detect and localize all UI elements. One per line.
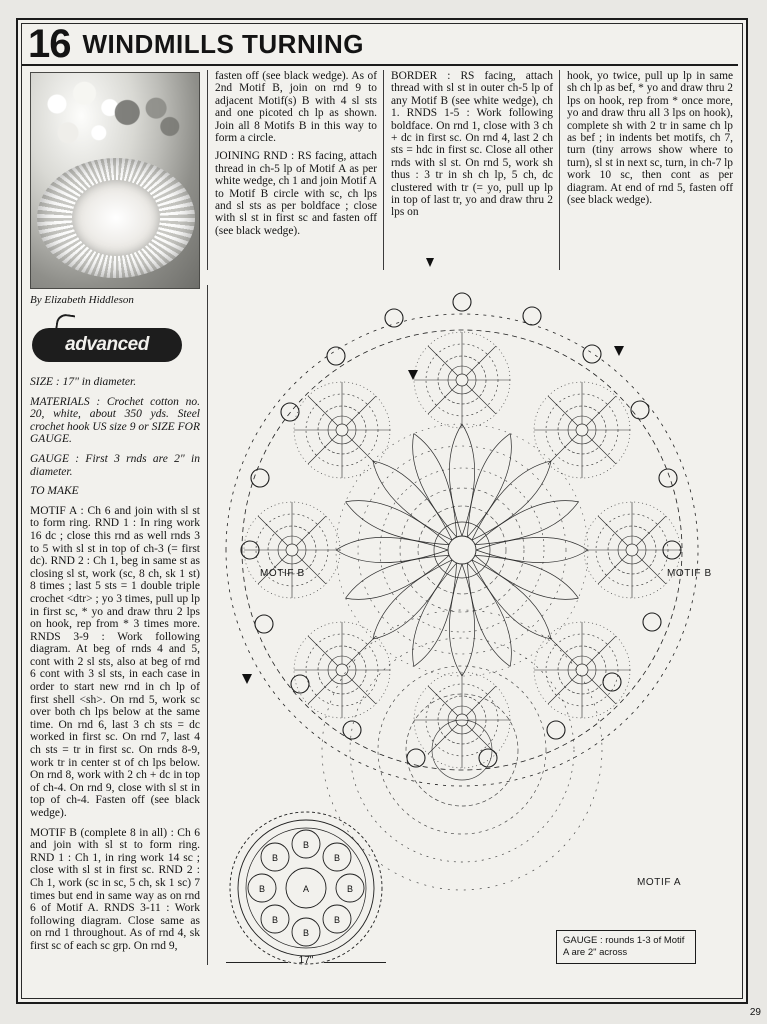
column-divider-2	[383, 70, 384, 270]
photo-shells	[109, 93, 185, 147]
gauge-info: GAUGE : First 3 rnds are 2" in diameter.	[30, 452, 200, 478]
svg-text:B: B	[333, 853, 341, 863]
column-divider-1	[207, 70, 208, 270]
layout-schematic-svg	[226, 808, 386, 968]
schematic-dimension: 17"	[226, 955, 386, 966]
to-make-heading: TO MAKE	[30, 485, 79, 498]
page-header	[20, 22, 740, 66]
page-title: WINDMILLS TURNING	[82, 28, 364, 59]
label-motif-b-left: MOTIF B	[260, 568, 305, 579]
svg-text:B: B	[271, 853, 279, 863]
svg-text:B: B	[302, 928, 310, 938]
joining-text-1: fasten off (see black wedge). As of 2nd Motif B, join on rnd 9 to adjacent Motif(s) B with 4 sl sts and one picoted ch lp as shown. Join all 8 Motifs B in this way to form a circle.	[215, 70, 377, 145]
joining-text-2: JOINING RND : RS facing, attach thread in ch-5 lp of Motif A as per white wedge, ch 1 and join Motif A to Motif B circle with sc, ch lps and sl sts as per boldface ; close with sl st in first sc and fasten off (see black wedge).	[215, 150, 377, 237]
project-photo	[30, 72, 200, 289]
materials-info: MATERIALS : Crochet cotton no. 20, white, about 350 yds. Steel crochet hook US size 9 or SIZE FOR GAUGE.	[30, 395, 200, 446]
label-motif-b-right: MOTIF B	[667, 568, 712, 579]
page-number: 16	[28, 22, 71, 66]
svg-text:B: B	[258, 884, 266, 894]
svg-text:B: B	[271, 915, 279, 925]
border-text-2: hook, yo twice, pull up lp in same sh ch lp as bef, * yo and draw thru 2 lps on hook, rep from * once more, yo and draw thru all 3 lps on hook), complete sh with 2 tr in same ch lp as bef ; in indents bet motifs, ch 7, turn (tiny arrows show where to turn), sl st in next sc, turn, in ch-7 lp work 10 sc, then cont as per diagram. At end of rnd 5, fasten off (see black wedge).	[567, 70, 733, 207]
svg-text:B: B	[333, 915, 341, 925]
column-divider-left	[207, 285, 208, 965]
difficulty-badge	[32, 314, 182, 366]
wedge-markers	[242, 258, 624, 684]
motif-b-instructions: MOTIF B (complete 8 in all) : Ch 6 and join with sl st to form ring. RND 1 : Ch 1, in ring work 14 sc ; close with sl st in first sc. RND 2 : Ch 1, work (sc in sc, 5 ch, sk 1 sc) 7 times but end in same way as on rnd 6 of Motif A. RNDS 3-11 : Work following diagram. Close same as on rnd 1 throughout. As of rnd 4, sk first sc of each sc grp. On rnd 9,	[30, 826, 200, 952]
badge-label: advanced	[65, 334, 149, 355]
column-3	[391, 70, 553, 225]
header-rule	[22, 64, 738, 66]
column-2	[215, 70, 377, 243]
gauge-note-box: GAUGE : rounds 1-3 of Motif A are 2" across	[556, 930, 696, 964]
left-column	[30, 72, 200, 960]
footer-page-number: 29	[749, 1007, 761, 1018]
svg-text:B: B	[302, 840, 310, 850]
label-motif-a: MOTIF A	[637, 877, 682, 888]
column-divider-3	[559, 70, 560, 270]
byline: By Elizabeth Hiddleson	[30, 294, 134, 306]
motif-b-ring	[244, 332, 680, 768]
layout-schematic	[226, 808, 386, 968]
column-4	[567, 70, 733, 212]
size-info: SIZE : 17" in diameter.	[30, 376, 137, 388]
photo-doily	[37, 158, 195, 278]
motif-a-instructions: MOTIF A : Ch 6 and join with sl st to form ring. RND 1 : In ring work 16 dc ; close this rnd as well rnds 3 to 5 with sl st in top of ch-3 (= first dc). RND 2 : Ch 1, beg in same st as closing sl st, work (sc, 8 ch, sk 1 st) 8 times ; last 5 sts = 1 double triple crochet <dtr> ; yo 3 times, pull up lp in first sc, * yo and draw thru 2 lps on hook, rep from * 3 times more. RNDS 3-9 : Work following diagram. At beg of rnds 4 and 5, cont with 2 sl sts, also at beg of rnd 6 cont with 3 sl sts, in each case in order to start new rnd in ch lp of first shell <sh>. On rnd 5, work sc over both ch lps below at the same time. On rnd 6, last 3 ch sts = dc worked in first sc. On rnd 7, last 4 ch sts = tr in first sc. On rnds 8-9, work tr in center st of ch lps below. On rnd 8, work with 2 ch + dc in top of ch-4. On rnd 9, close with sl st in top of ch-4. Fasten off (see black wedge).	[30, 504, 200, 819]
svg-text:B: B	[346, 884, 354, 894]
border-text-1: BORDER : RS facing, attach thread with sl st in outer ch-5 lp of any Motif B (see white wedge), ch 1. RNDS 1-5 : Work following boldface. On rnd 1, close with 3 ch + dc in first sc. On rnd 4, last 2 ch sts = hdc in first sc. Close all other rnds with sl st. On rnd 5, work sh thus : 3 tr in sh ch lp, 5 ch, dc clustered with tr (= yo, pull up lp in top of last tr, yo and draw thru 2 lps on	[391, 70, 553, 219]
schematic-center-label: A	[302, 884, 310, 894]
